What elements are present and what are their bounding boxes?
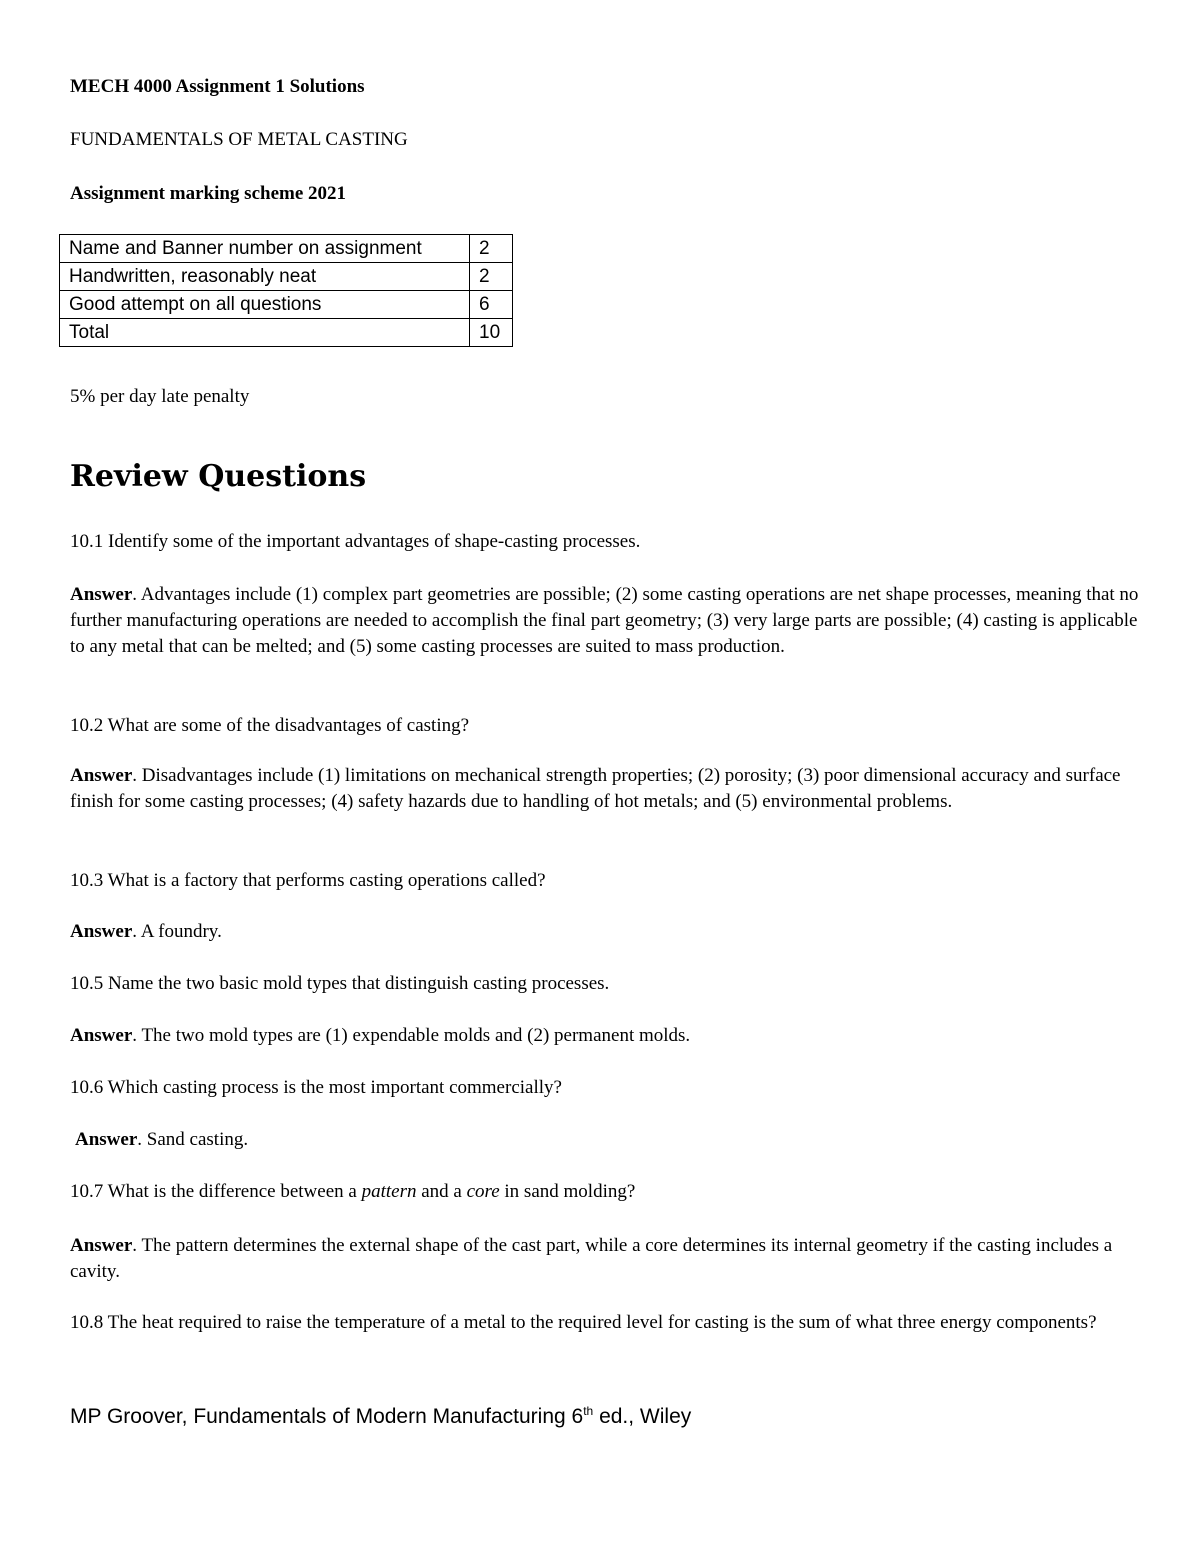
marking-scheme-table xyxy=(59,234,513,347)
question-10-3: 10.3 What is a factory that performs casting operations called? xyxy=(70,870,546,891)
citation-text: MP Groover, Fundamentals of Modern Manufacturing 6 xyxy=(70,1405,584,1428)
citation-text: ed., Wiley xyxy=(593,1405,692,1428)
answer-label: Answer xyxy=(70,765,133,786)
question-emphasis: pattern xyxy=(361,1181,417,1202)
answer-label: Answer xyxy=(70,584,133,605)
question-10-6: 10.6 Which casting process is the most important commercially? xyxy=(70,1077,562,1098)
answer-text: . A foundry. xyxy=(132,921,222,942)
table-cell-value: 2 xyxy=(470,263,513,291)
answer-text: . Sand casting. xyxy=(137,1129,249,1150)
table-cell-label: Name and Banner number on assignment xyxy=(60,235,470,263)
answer-label: Answer xyxy=(70,921,133,942)
table-cell-value: 2 xyxy=(470,235,513,263)
review-questions-heading: Review Questions xyxy=(70,459,367,494)
answer-10-2 xyxy=(70,763,1140,815)
answer-10-7 xyxy=(70,1233,1140,1285)
question-text: 10.7 What is the difference between a xyxy=(70,1181,362,1202)
table-cell-label: Total xyxy=(60,319,470,347)
table-row xyxy=(60,263,513,291)
table-cell-label: Handwritten, reasonably neat xyxy=(60,263,470,291)
answer-label: Answer xyxy=(75,1129,138,1150)
answer-text: . The pattern determines the external shape of the cast part, while a core determines its internal geometry if the casting includes a cavity. xyxy=(70,1235,1113,1282)
marking-scheme-heading: Assignment marking scheme 2021 xyxy=(70,183,347,204)
question-emphasis: core xyxy=(466,1181,500,1202)
document-title: MECH 4000 Assignment 1 Solutions xyxy=(70,76,365,97)
answer-10-6 xyxy=(75,1127,248,1153)
question-text: and a xyxy=(416,1181,467,1202)
answer-10-1 xyxy=(70,582,1140,660)
citation xyxy=(70,1403,691,1431)
question-10-8: 10.8 The heat required to raise the temperature of a metal to the required level for casting is the sum of what three energy components? xyxy=(70,1312,1097,1333)
answer-10-3 xyxy=(70,919,222,945)
answer-label: Answer xyxy=(70,1025,133,1046)
answer-10-5 xyxy=(70,1023,690,1049)
late-penalty-note: 5% per day late penalty xyxy=(70,386,250,407)
question-10-2: 10.2 What are some of the disadvantages of casting? xyxy=(70,715,470,736)
answer-text: . Advantages include (1) complex part geometries are possible; (2) some casting operations are net shape processes, meaning that no further manufacturing operations are needed to accomplish the final part geometry; (3) very large parts are possible; (4) casting is applicable to any metal that can be melted; and (5) some casting processes are suited to mass production. xyxy=(70,584,1139,657)
table-row xyxy=(60,319,513,347)
question-10-5: 10.5 Name the two basic mold types that distinguish casting processes. xyxy=(70,973,610,994)
table-cell-label: Good attempt on all questions xyxy=(60,291,470,319)
answer-text: . Disadvantages include (1) limitations on mechanical strength properties; (2) porosity; (3) poor dimensional accuracy and surface finish for some casting processes; (4) safety hazards due to handling of hot metals; and (5) environmental problems. xyxy=(70,765,1121,812)
table-row xyxy=(60,235,513,263)
answer-text: . The two mold types are (1) expendable molds and (2) permanent molds. xyxy=(132,1025,691,1046)
question-10-7 xyxy=(70,1179,635,1205)
table-cell-value: 6 xyxy=(470,291,513,319)
question-10-1: 10.1 Identify some of the important advantages of shape-casting processes. xyxy=(70,531,641,552)
answer-label: Answer xyxy=(70,1235,133,1256)
question-text: in sand molding? xyxy=(499,1181,636,1202)
document-subtitle: FUNDAMENTALS OF METAL CASTING xyxy=(70,129,408,150)
citation-superscript: th xyxy=(583,1404,594,1418)
table-cell-value: 10 xyxy=(470,319,513,347)
table-row xyxy=(60,291,513,319)
